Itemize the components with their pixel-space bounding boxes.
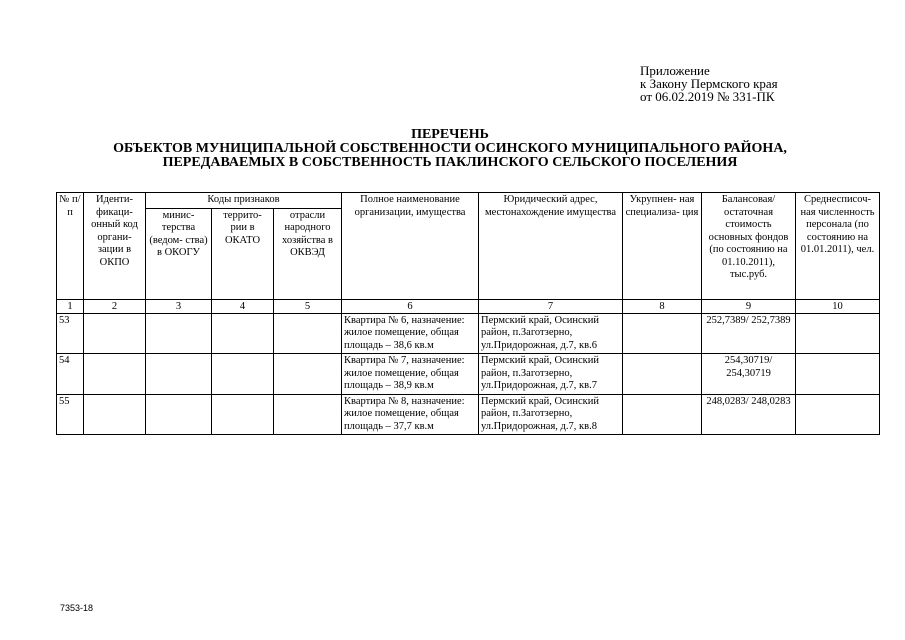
header-spec: Укрупнен- ная специализа- ция <box>623 193 702 300</box>
column-number: 8 <box>623 299 702 313</box>
cell-okogu <box>146 354 212 395</box>
cell-address: Пермский край, Осинский район, п.Заготзерно, ул.Придорожная, д.7, кв.6 <box>479 313 623 354</box>
title-line: ОБЪЕКТОВ МУНИЦИПАЛЬНОЙ СОБСТВЕННОСТИ ОСИНСКОГО МУНИЦИПАЛЬНОГО РАЙОНА, <box>113 141 787 156</box>
cell-num: 55 <box>57 394 84 435</box>
cell-okved <box>274 394 342 435</box>
cell-spec <box>623 313 702 354</box>
column-number: 10 <box>796 299 880 313</box>
appendix-line: Приложение <box>640 63 710 78</box>
cell-staff <box>796 394 880 435</box>
table-row <box>57 354 880 395</box>
header-balance: Балансовая/ остаточная стоимость основных фондов (по состоянию на 01.10.2011), тыс.руб. <box>702 193 796 300</box>
cell-address: Пермский край, Осинский район, п.Заготзерно, ул.Придорожная, д.7, кв.7 <box>479 354 623 395</box>
title-line: ПЕРЕЧЕНЬ <box>411 127 489 142</box>
document-code: 7353-18 <box>60 603 94 613</box>
header-name: Полное наименование организации, имущества <box>342 193 479 300</box>
column-number: 7 <box>479 299 623 313</box>
cell-balance: 254,30719/ 254,30719 <box>702 354 796 395</box>
cell-okved <box>274 313 342 354</box>
cell-spec <box>623 394 702 435</box>
cell-name: Квартира № 6, назначение: жилое помещение, общая площадь – 38,6 кв.м <box>342 313 479 354</box>
cell-balance: 248,0283/ 248,0283 <box>702 394 796 435</box>
cell-address: Пермский край, Осинский район, п.Заготзерно, ул.Придорожная, д.7, кв.8 <box>479 394 623 435</box>
cell-okpo <box>84 394 146 435</box>
header-okogu: минис- терства (ведом- ства) в ОКОГУ <box>146 208 212 299</box>
table-row <box>57 394 880 435</box>
column-number: 2 <box>84 299 146 313</box>
column-number: 9 <box>702 299 796 313</box>
appendix-line: от 06.02.2019 № 331-ПК <box>640 89 775 104</box>
header-codes: Коды признаков <box>146 193 342 209</box>
column-number: 4 <box>212 299 274 313</box>
header-address: Юридический адрес, местонахождение имущества <box>479 193 623 300</box>
cell-okogu <box>146 313 212 354</box>
cell-okato <box>212 394 274 435</box>
column-number: 5 <box>274 299 342 313</box>
table-row <box>57 313 880 354</box>
cell-num: 53 <box>57 313 84 354</box>
header-okpo: Иденти- фикаци- онный код органи- зации в ОКПО <box>84 193 146 300</box>
property-table <box>56 192 880 435</box>
appendix-note <box>640 64 778 103</box>
cell-balance: 252,7389/ 252,7389 <box>702 313 796 354</box>
header-row <box>57 193 880 209</box>
cell-okato <box>212 354 274 395</box>
cell-staff <box>796 313 880 354</box>
cell-okato <box>212 313 274 354</box>
cell-name: Квартира № 8, назначение: жилое помещение, общая площадь – 37,7 кв.м <box>342 394 479 435</box>
column-number: 1 <box>57 299 84 313</box>
header-staff: Среднесписоч- ная численность персонала (по состоянию на 01.01.2011), чел. <box>796 193 880 300</box>
cell-staff <box>796 354 880 395</box>
cell-okved <box>274 354 342 395</box>
cell-spec <box>623 354 702 395</box>
column-number: 6 <box>342 299 479 313</box>
column-number-row <box>57 299 880 313</box>
column-number: 3 <box>146 299 212 313</box>
cell-name: Квартира № 7, назначение: жилое помещение, общая площадь – 38,9 кв.м <box>342 354 479 395</box>
cell-okogu <box>146 394 212 435</box>
cell-okpo <box>84 354 146 395</box>
cell-okpo <box>84 313 146 354</box>
cell-num: 54 <box>57 354 84 395</box>
header-num: № п/п <box>57 193 84 300</box>
appendix-line: к Закону Пермского края <box>640 76 778 91</box>
title-line: ПЕРЕДАВАЕМЫХ В СОБСТВЕННОСТЬ ПАКЛИНСКОГО СЕЛЬСКОГО ПОСЕЛЕНИЯ <box>162 155 738 170</box>
header-okved: отрасли народного хозяйства в ОКВЭД <box>274 208 342 299</box>
header-okato: террито- рии в ОКАТО <box>212 208 274 299</box>
document-title <box>40 128 860 170</box>
